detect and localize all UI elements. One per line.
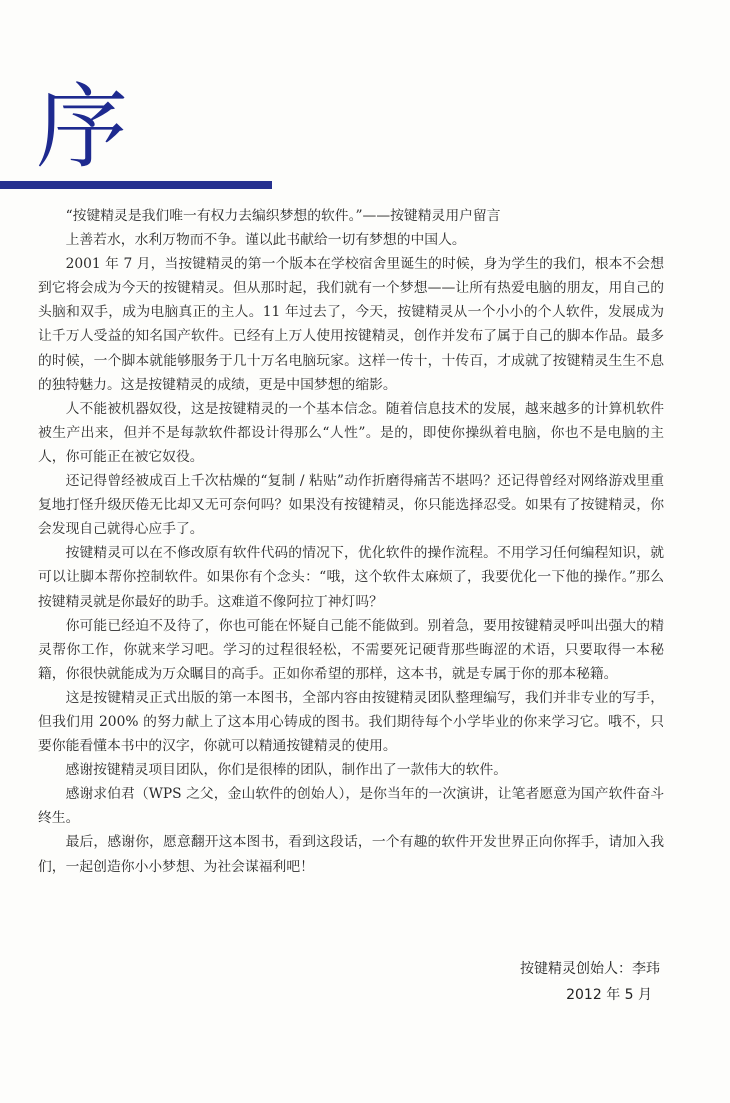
paragraph-history: 2001 年 7 月，当按键精灵的第一个版本在学校宿舍里诞生的时候，身为学生的我们，根本不会想到它将会成为今天的按键精灵。但从那时起，我们就有一个梦想——让所有热爱电脑的朋友，用自己的头脑和双手，成为电脑真正的主人。11 年过去了，今天，按键精灵从一个小小的个人软件，发展成为让千万人受益的知名国产软件。已经有上万人使用按键精灵，创作并发布了属于自己的脚本作品。最多的时候，一个脚本就能够服务于几十万名电脑玩家。这样一传十，十传百，才成就了按键精灵生生不息的独特魅力。这是按键精灵的成绩，更是中国梦想的缩影。 — [38, 256, 664, 393]
paragraph-quote: “按键精灵是我们唯一有权力去编织梦想的软件。”——按键精灵用户留言 — [65, 208, 501, 224]
paragraph-thanks-qiu: 感谢求伯君（WPS 之父，金山软件的创始人），是你当年的一次演讲，让笔者愿意为国产软件奋斗终生。 — [38, 786, 664, 827]
paragraph-pain-points: 还记得曾经被成百上千次枯燥的“复制 / 粘贴”动作折磨得痛苦不堪吗？还记得曾经对网络游戏里重复地打怪升级厌倦无比却又无可奈何吗？如果没有按键精灵，你只能选择忍受。如果有了按键精灵，你会发现自己就得心应手了。 — [38, 473, 664, 538]
title-underline — [0, 181, 272, 189]
paragraph-book-intro: 这是按键精灵正式出版的第一本图书，全部内容由按键精灵团队整理编写，我们并非专业的写手，但我们用 200% 的努力献上了这本用心铸成的图书。我们期待每个小学毕业的你来学习它。哦不，只要你能看懂本书中的汉字，你就可以精通按键精灵的使用。 — [38, 689, 664, 755]
paragraph-thanks-team: 感谢按键精灵项目团队，你们是很棒的团队，制作出了一款伟大的软件。 — [65, 762, 508, 779]
paragraph-dedication: 上善若水，水利万物而不争。谨以此书献给一切有梦想的中国人。 — [65, 232, 466, 249]
signature-date: 2012 年 5 月 — [566, 987, 652, 1003]
paragraph-belief: 人不能被机器奴役，这是按键精灵的一个基本信念。随着信息技术的发展，越来越多的计算机软件被生产出来，但并不是每款软件都设计得那么“人性”。是的，即使你操纵着电脑，你也不是电脑的主人，你可能正在被它奴役。 — [38, 400, 664, 465]
paragraph-optimization: 按键精灵可以在不修改原有软件代码的情况下，优化软件的操作流程。不用学习任何编程知识，就可以让脚本帮你控制软件。如果你有个念头：“哦，这个软件太麻烦了，我要优化一下他的操作。”那么按键精灵就是你最好的助手。这难道不像阿拉丁神灯吗？ — [38, 545, 664, 610]
signature-author: 按键精灵创始人：李玮 — [520, 961, 660, 977]
page-title: 序 — [36, 74, 129, 181]
preface-body — [38, 204, 664, 879]
paragraph-closing: 最后，感谢你，愿意翻开这本图书，看到这段话，一个有趣的软件开发世界正向你挥手，请加入我们，一起创造你小小梦想、为社会谋福利吧！ — [38, 834, 664, 875]
paragraph-learning: 你可能已经迫不及待了，你也可能在怀疑自己能不能做到。别着急，要用按键精灵呼叫出强大的精灵帮你工作，你就来学习吧。学习的过程很轻松，不需要死记硬背那些晦涩的术语，只要取得一本秘籍，你很快就能成为万众瞩目的高手。正如你希望的那样，这本书，就是专属于你的那本秘籍。 — [38, 617, 664, 682]
signature-block — [520, 956, 660, 1008]
